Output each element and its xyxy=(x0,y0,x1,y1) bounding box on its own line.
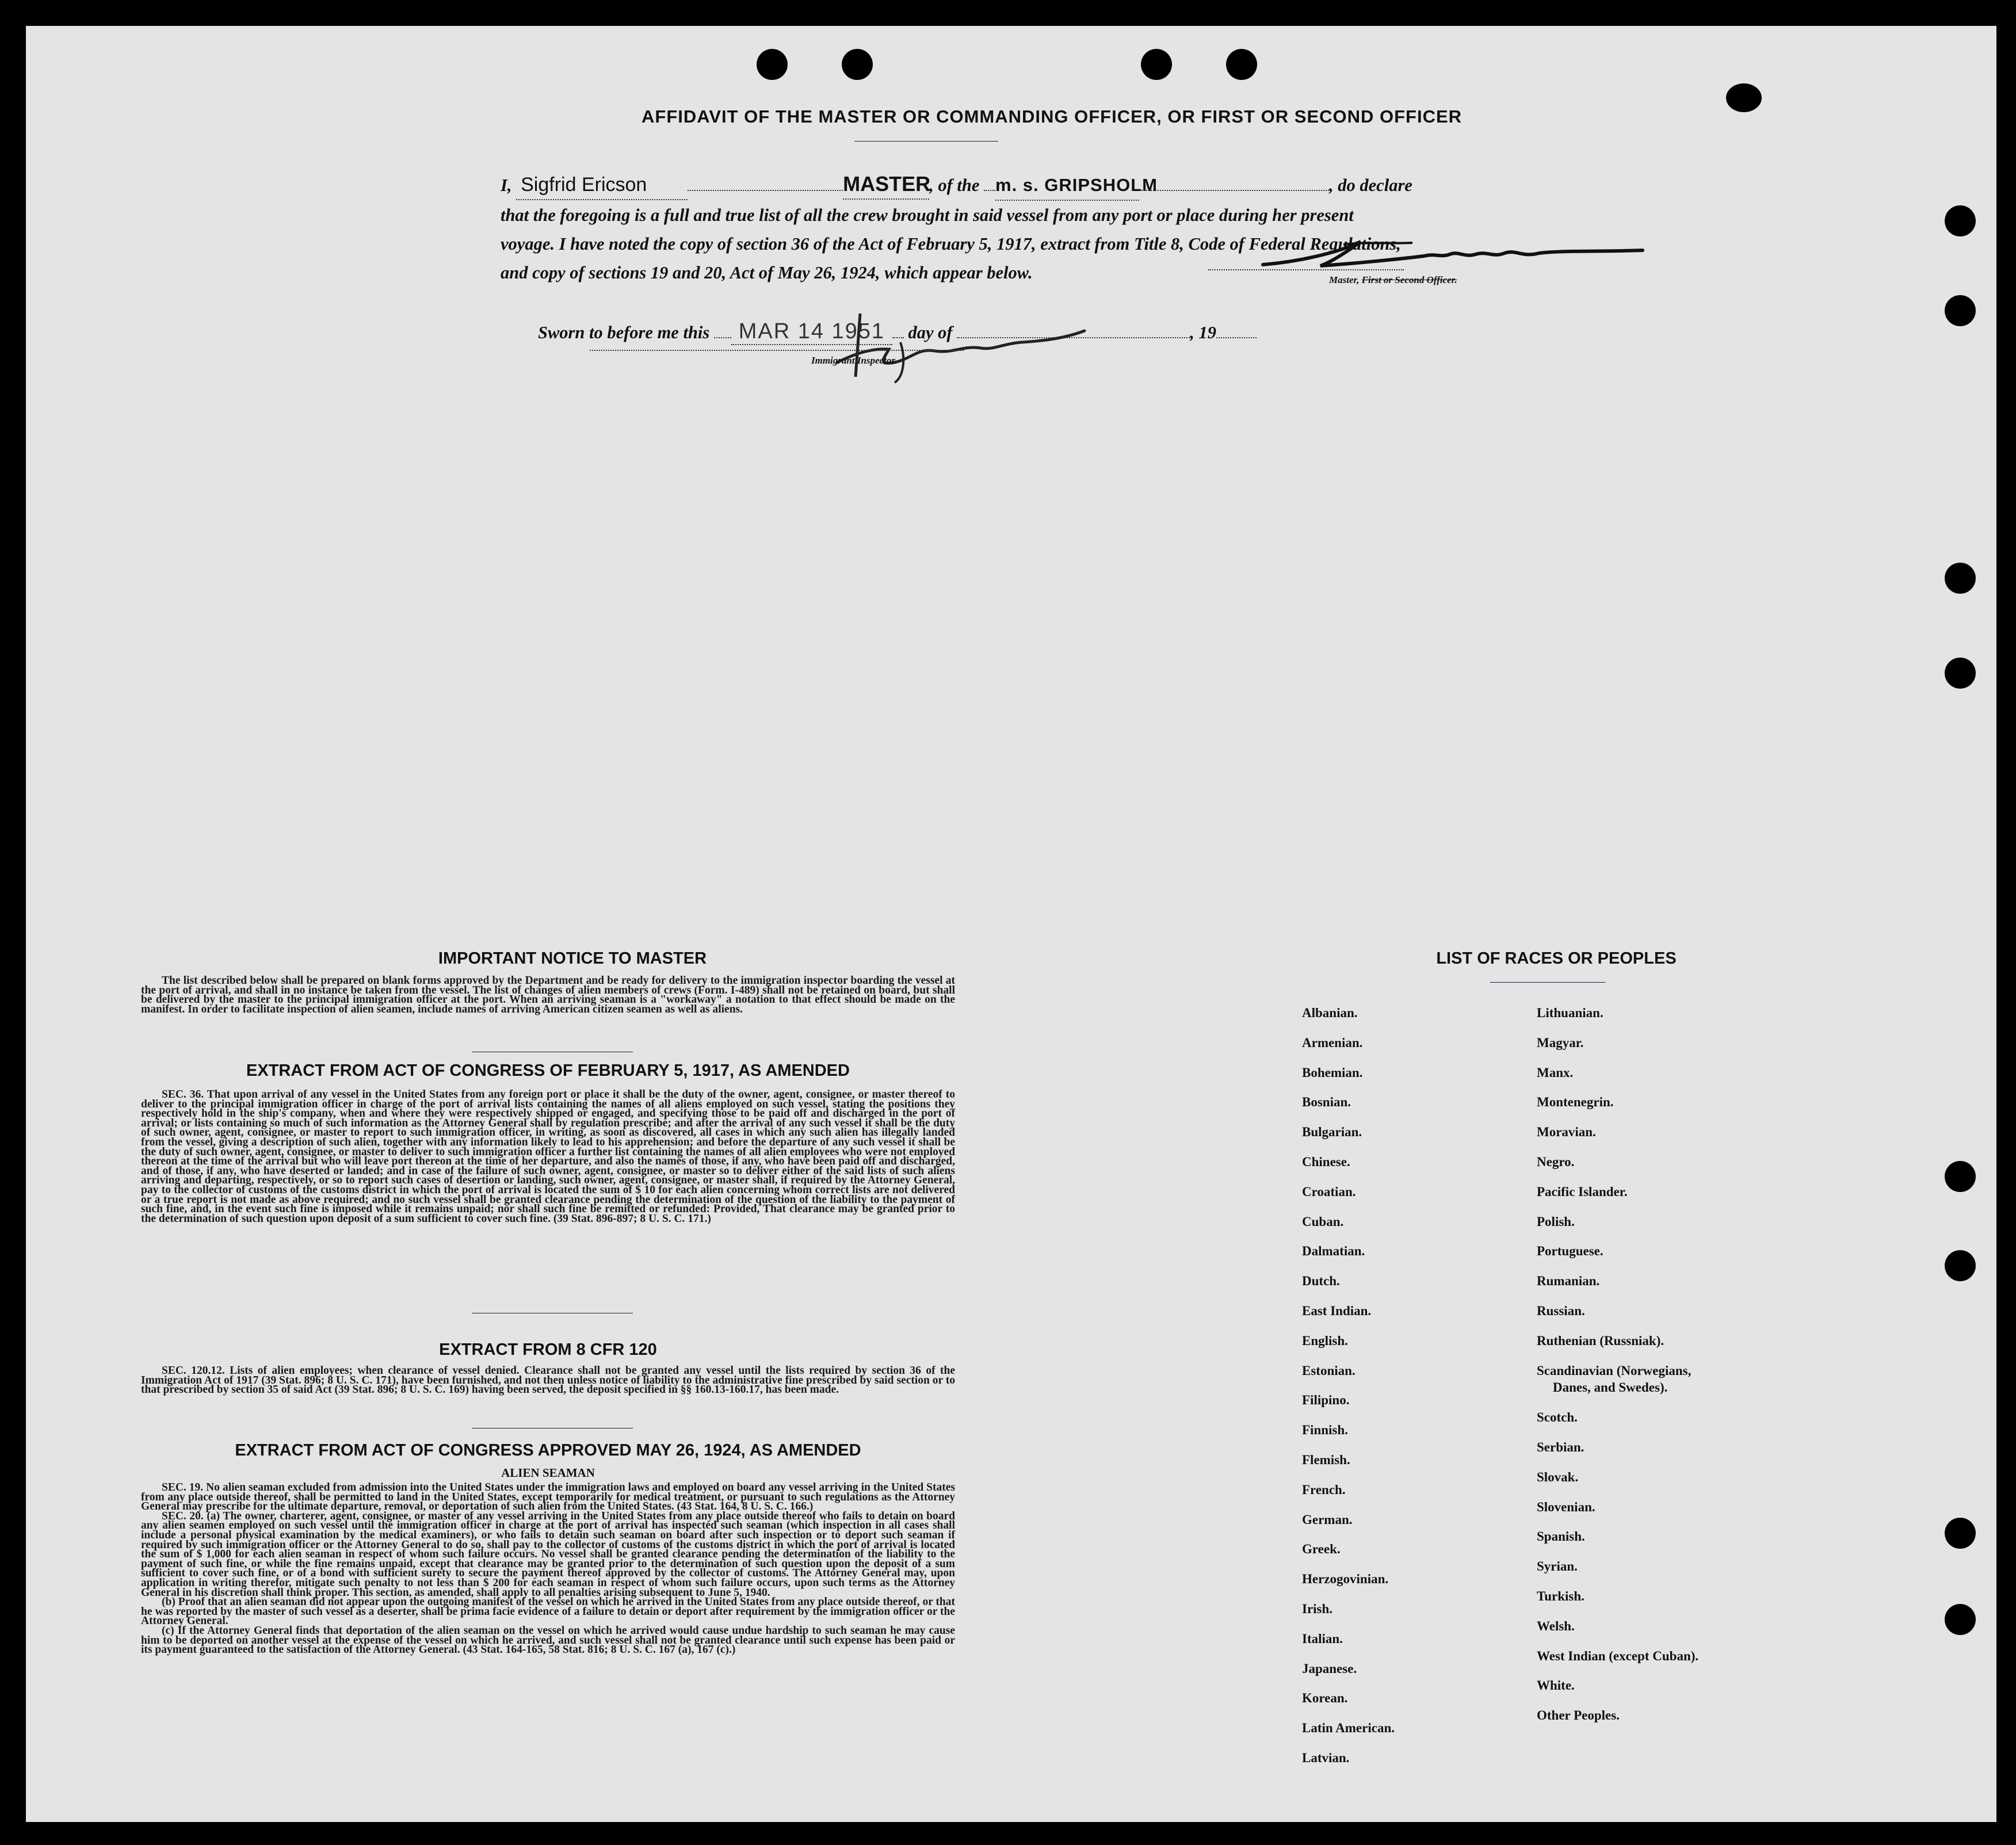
sec-19-text: SEC. 19. No alien seaman excluded from admission into the United States under the immigration laws and employed on board any vessel arriving in the United States from any place outside thereof, shall be permitted to land in the United States, except temporarily for medical treatment, or pursuant to such regulations as the Attorney General may prescribe for the ultimate departure, removal, or deportation of such alien from the United States. (43 Stat. 164, 8 U. S. C. 166.) xyxy=(141,1481,955,1513)
race-item: Portuguese. xyxy=(1537,1244,1603,1259)
race-item: Scandinavian (Norwegians, xyxy=(1537,1363,1692,1378)
race-item: Slovenian. xyxy=(1537,1499,1595,1514)
title-divider xyxy=(854,141,998,142)
race-item: Estonian. xyxy=(1302,1363,1356,1378)
race-item: Cuban. xyxy=(1302,1214,1344,1229)
race-item: Finnish. xyxy=(1302,1423,1348,1438)
races-title: LIST OF RACES OR PEOPLES xyxy=(1436,949,1677,968)
declaration-line-2: that the foregoing is a full and true list of all the crew brought in said vessel from any port or place during her present xyxy=(501,205,1354,225)
year-prefix: , 19 xyxy=(1190,323,1216,342)
race-item: French. xyxy=(1302,1482,1346,1497)
rank-field: MASTER xyxy=(843,170,929,200)
sec-20c-text: (c) If the Attorney General finds that deportation of the alien seaman on the vessel on which he arrived would cause undue hardship to such seaman he may cause him to be deported on another vessel at the expense of the vessel on which he arrived, and such vessel shall not be granted clearance until such expense has been paid or its payment guaranteed to the satisfaction of the Attorney General. (43 Stat. 164-165, 58 Stat. 816; 8 U. S. C. 167 (a), 167 (c).) xyxy=(141,1624,955,1656)
race-item: Negro. xyxy=(1537,1154,1575,1169)
race-item: Montenegrin. xyxy=(1537,1095,1614,1110)
race-item: Croatian. xyxy=(1302,1184,1356,1199)
notice-text: The list described below shall be prepared on blank forms approved by the Department and be ready for delivery to the immigration inspector boarding the vessel at the port of arrival, and shall in no instance be taken from the vessel. The list of changes of alien members of crews (Form. I-489) shall not be retained on board, but shall be delivered by the master to the principal immigration officer at the port. When an arriving seaman is a "workaway" a notation to that effect should be made on the manifest. In order to facilitate inspection of alien seamen, include names of arriving American citizen seamen as well as aliens. xyxy=(141,975,955,1015)
race-item: Albanian. xyxy=(1302,1006,1358,1020)
signature-caption xyxy=(1329,274,1457,286)
declaration-line-4: and copy of sections 19 and 20, Act of May 26, 1924, which appear below. xyxy=(501,263,1033,282)
race-item: Danes, and Swedes). xyxy=(1553,1380,1668,1395)
race-item: East Indian. xyxy=(1302,1303,1372,1318)
race-item: Irish. xyxy=(1302,1601,1333,1616)
punch-hole xyxy=(1945,1161,1976,1192)
race-item: Serbian. xyxy=(1537,1439,1584,1454)
punch-hole xyxy=(1945,295,1976,326)
punch-hole xyxy=(1945,563,1976,594)
race-item: Bulgarian. xyxy=(1302,1125,1362,1140)
race-item: West Indian (except Cuban). xyxy=(1537,1648,1699,1663)
race-item: Bosnian. xyxy=(1302,1095,1351,1110)
sec-20b-text: (b) Proof that an alien seaman did not appear upon the outgoing manifest of the vessel on which he arrived in the United States from any place outside thereof, or that he was reported by the master of such vessel as a deserter, shall be prima facie evidence of a failure to detain or deport after requirement by the immigration officer or the Attorney General. xyxy=(141,1596,955,1628)
race-item: Other Peoples. xyxy=(1537,1708,1620,1723)
race-item: Scotch. xyxy=(1537,1410,1578,1425)
race-item: Moravian. xyxy=(1537,1125,1596,1140)
race-item: Greek. xyxy=(1302,1542,1341,1557)
race-item: Filipino. xyxy=(1302,1393,1350,1408)
race-item: Armenian. xyxy=(1302,1035,1363,1050)
sec-36-text: SEC. 36. That upon arrival of any vessel in the United States from any foreign port or place it shall be the duty of the owner, agent, consignee, or master thereof to deliver to the principal immigration officer in charge of the port of arrival lists containing the names of all aliens employed on such vessel, stating the positions they respectively hold in the ship's company, when and where they were respectively shipped or engaged, and specifying those to be paid off and discharged in the port of arrival; or lists containing so much of such information as the Attorney General shall by regulation prescribe; and after the arrival of any such vessel it shall be the duty of such owner, agent, consignee, or master to report to such immigration officer, in writing, as soon as discovered, all cases in which any such alien has illegally landed from the vessel, giving a description of such alien, together with any information likely to lead to his apprehension; and before the departure of any such vessel it shall be the duty of such owner, agent, consignee, or master to deliver to such immigration officer a further list containing the names of all alien employees who were not employed thereon at the time of the arrival but who will leave port thereon at the time of her departure, and also the names of those, if any, who have been paid off and discharged, and of those, if any, who have deserted or landed; and in case of the failure of such owner, agent, consignee, or master so to deliver either of the said lists of such aliens arriving and departing, respectively, or so to report such cases of desertion or landing, such owner, agent, consignee, or master shall, if required by the Attorney General, pay to the collector of customs of the customs district in which the port of arrival is located the sum of $ 10 for each alien concerning whom correct lists are not delivered or a true report is not made as above required; and no such vessel shall be granted clearance pending the determination of the question of the liability to the payment of such fine, and, in the event such fine is imposed while it remains unpaid; nor shall such fine be remitted or refunded: Provided, That clearance may be granted prior to the determination of such question upon deposit of a sum sufficient to cover such fine. (39 Stat. 896-897; 8 U. S. C. 171.) xyxy=(141,1088,955,1225)
race-item: Turkish. xyxy=(1537,1588,1584,1603)
punch-hole xyxy=(1945,1250,1976,1281)
race-item: Rumanian. xyxy=(1537,1274,1600,1289)
race-item: Polish. xyxy=(1537,1214,1575,1229)
vessel-field: m. s. GRIPSHOLM xyxy=(995,171,1139,201)
master-label: Master, xyxy=(1329,274,1360,285)
race-item: Slovak. xyxy=(1537,1469,1579,1484)
race-item: Spanish. xyxy=(1537,1529,1585,1544)
race-item: White. xyxy=(1537,1678,1575,1693)
races-divider xyxy=(1490,982,1605,983)
races-column-2 xyxy=(1537,998,1698,1731)
punch-hole xyxy=(1945,205,1976,236)
race-item: Manx. xyxy=(1537,1065,1574,1080)
punch-hole xyxy=(1945,658,1976,689)
punch-hole xyxy=(1945,1518,1976,1549)
race-item: Japanese. xyxy=(1302,1661,1357,1676)
punch-hole xyxy=(1945,1604,1976,1635)
extract-1924-body xyxy=(141,1483,955,1655)
do-declare-label: , do declare xyxy=(1329,175,1412,195)
affidavit-title: AFFIDAVIT OF THE MASTER OR COMMANDING OFFICER, OR FIRST OR SECOND OFFICER xyxy=(642,106,1463,127)
race-item: Dutch. xyxy=(1302,1274,1340,1289)
notice-title: IMPORTANT NOTICE TO MASTER xyxy=(438,949,707,968)
inspector-signature-line xyxy=(590,350,964,351)
date-stamp: MAR 14 1951 xyxy=(731,319,892,345)
punch-hole xyxy=(1226,49,1257,80)
declaration-line-3: voyage. I have noted the copy of section 36 of the Act of February 5, 1917, extract from Title 8, Code of Federal Regulations, xyxy=(501,234,1401,254)
punch-hole xyxy=(1726,83,1762,112)
sec-20a-text: SEC. 20. (a) The owner, charterer, agent, consignee, or master of any vessel arriving in the United States from any place outside thereof who fails to detain on board any alien seamen employed on such vessel until the immigration officer in charge at the port of arrival has inspected such seaman (which inspection in all cases shall include a personal physical examination by the medical examiners), or who fails to detain such seaman on board after such inspection or to deport such seaman if required by such immigration officer or the Attorney General to do so, shall pay to the collector of customs of the customs district in which the port of arrival is located the sum of $ 1,000 for each alien seaman in respect of whom such failure occurs. No vessel shall be granted clearance pending the determination of the liability to the payment of such fine, or while the fine remains unpaid, except that clearance may be granted prior to the determination of such question upon the deposit of a sum sufficient to cover such fine, or of a bond with sufficient surety to secure the payment thereof approved by the collector of customs. The Attorney General may, upon application in writing therefor, mitigate such penalty to not less than $ 200 for each seaman in respect of whom such failure occurs, upon such terms as the Attorney General in his discretion shall think proper. This section, as amended, shall apply to all penalties arising subsequent to June 5, 1940. xyxy=(141,1510,955,1599)
race-item: Ruthenian (Russniak). xyxy=(1537,1333,1664,1348)
master-name-field: Sigfrid Ericson xyxy=(516,170,688,200)
extract-cfr-body xyxy=(141,1366,955,1395)
race-item: Bohemian. xyxy=(1302,1065,1363,1080)
race-item: Welsh. xyxy=(1537,1618,1575,1633)
inspector-signature xyxy=(820,308,1119,388)
race-item: English. xyxy=(1302,1333,1348,1348)
race-item: Magyar. xyxy=(1537,1035,1584,1050)
race-item: Latin American. xyxy=(1302,1721,1395,1736)
race-item: Latvian. xyxy=(1302,1750,1350,1765)
struck-officer-label: First or Second Officer. xyxy=(1361,274,1457,285)
of-the-label: , of the xyxy=(929,175,980,195)
inspector-label: Immigrant Inspector. xyxy=(811,355,898,366)
form-page xyxy=(26,26,1996,1822)
sec-120-12-text: SEC. 120.12. Lists of alien employees; when clearance of vessel denied. Clearance shall not be granted any vessel until the lists required by section 36 of the Immigration Act of 1917 (39 Stat. 896; 8 U. S. C. 171), have been furnished, and not then unless notice of liability to the administrative fine prescribed by said section or to that prescribed by section 35 of said Act (39 Stat. 896; 8 U. S. C. 169) having been served, the deposit specified in §§ 160.13-160.17, has been made. xyxy=(141,1365,955,1396)
alien-seaman-subtitle: ALIEN SEAMAN xyxy=(501,1466,595,1480)
race-item: Lithuanian. xyxy=(1537,1006,1603,1020)
race-item: Korean. xyxy=(1302,1691,1348,1706)
race-item: Pacific Islander. xyxy=(1537,1184,1628,1199)
race-item: Italian. xyxy=(1302,1631,1343,1646)
day-of-label: day of xyxy=(908,323,953,342)
extract-1924-title: EXTRACT FROM ACT OF CONGRESS APPROVED MAY 26, 1924, AS AMENDED xyxy=(235,1441,861,1460)
notice-body xyxy=(141,976,955,1014)
punch-hole xyxy=(842,49,873,80)
race-item: Dalmatian. xyxy=(1302,1244,1365,1259)
extract-1917-title: EXTRACT FROM ACT OF CONGRESS OF FEBRUARY 5, 1917, AS AMENDED xyxy=(246,1061,850,1080)
master-signature xyxy=(1251,230,1654,276)
races-column-1 xyxy=(1302,998,1395,1773)
extract-1917-body xyxy=(141,1090,955,1224)
extract-cfr-title: EXTRACT FROM 8 CFR 120 xyxy=(439,1340,657,1359)
punch-hole xyxy=(757,49,788,80)
race-item: Flemish. xyxy=(1302,1452,1350,1467)
race-item: Russian. xyxy=(1537,1303,1585,1318)
race-item: Herzogovinian. xyxy=(1302,1572,1389,1587)
punch-hole xyxy=(1141,49,1172,80)
race-item: Syrian. xyxy=(1537,1559,1578,1574)
sworn-prefix: Sworn to before me this xyxy=(538,323,710,342)
i-label: I, xyxy=(501,175,512,195)
race-item: Chinese. xyxy=(1302,1154,1350,1169)
race-item: German. xyxy=(1302,1512,1353,1527)
